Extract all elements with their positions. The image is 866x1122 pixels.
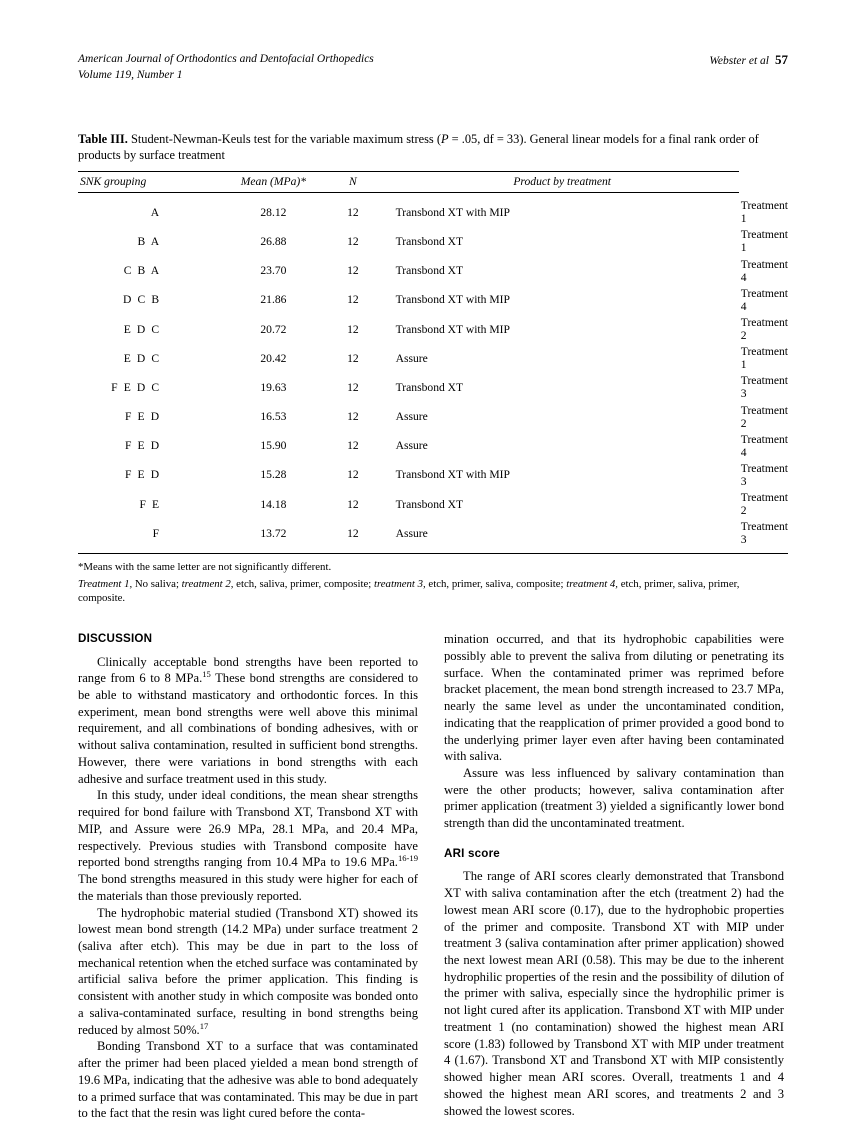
table-row — [78, 314, 788, 343]
cell-snk: F — [152, 526, 161, 540]
table-row — [78, 460, 788, 489]
footnote-t1-label: Treatment 1, — [78, 577, 133, 590]
running-head — [78, 52, 788, 85]
citation-ref: 16-19 — [397, 853, 418, 864]
paragraph-text: Bonding Transbond XT to a surface that was contaminated after the primer had been placed yielded a mean bond strength of 19.6 MPa, indicating that the adhesive was able to bond adequately to a primed surface that was contaminated. This may be due in part to the fact that the resin was light cured before the conta- — [78, 1039, 418, 1121]
table-header-row — [78, 171, 788, 192]
footnote-t4-text: etch, primer, saliva, primer, composite. — [78, 577, 740, 604]
footnote-t2-label: treatment 2, — [181, 577, 234, 590]
table-row — [78, 344, 788, 373]
cell-product: Transbond XT with MIP — [395, 293, 510, 307]
footnote-star: *Means with the same letter are not significantly different. — [78, 561, 332, 574]
body-columns — [78, 631, 788, 1122]
footnote-treatments — [78, 578, 739, 604]
cell-treatment: Treatment 1 — [740, 345, 788, 372]
table-block — [78, 131, 788, 605]
table-footnotes — [78, 560, 788, 605]
cell-n: 12 — [347, 497, 359, 511]
table-row — [78, 431, 788, 460]
paragraph — [78, 1038, 418, 1122]
snk-table — [78, 171, 788, 554]
cell-snk: F E — [139, 497, 161, 511]
cell-treatment: Treatment 4 — [740, 432, 788, 459]
volume-issue: Volume 119, Number 1 — [78, 68, 183, 81]
cell-product: Assure — [395, 410, 428, 424]
paragraph — [78, 905, 418, 1039]
paragraph: Assure was less influenced by salivary contamination than were the other products; however, saliva contamination after primer application (treatment 3) yielded a significantly lower bond strength than did the uncontaminated treatment. — [444, 765, 784, 831]
cell-mean: 14.18 — [260, 497, 287, 511]
paragraph-text-cont: The bond strengths measured in this study were higher for each of the materials than those previously reported. — [78, 872, 418, 903]
table-bottom-rule — [78, 553, 788, 554]
cell-mean: 13.72 — [260, 526, 287, 540]
cell-treatment: Treatment 4 — [740, 257, 788, 284]
table-row — [78, 490, 788, 519]
header-snk-grouping: SNK grouping — [78, 171, 227, 192]
cell-product: Transbond XT — [395, 234, 464, 248]
cell-product: Transbond XT — [395, 380, 464, 394]
cell-snk: B A — [137, 234, 161, 248]
paragraph-text: Clinically acceptable bond strengths have been reported to range from 6 to 8 MPa. — [78, 654, 418, 686]
cell-treatment: Treatment 1 — [740, 199, 788, 226]
cell-n: 12 — [347, 206, 359, 220]
table-row — [78, 519, 788, 554]
cell-treatment: Treatment 1 — [740, 228, 788, 255]
table-row — [78, 256, 788, 285]
cell-treatment: Treatment 3 — [740, 520, 788, 547]
footnote-t3-label: treatment 3, — [373, 577, 426, 590]
cell-product: Assure — [395, 526, 428, 540]
discussion-heading: DISCUSSION — [78, 632, 153, 646]
header-mean: Mean (MPa)* — [227, 171, 320, 192]
cell-treatment: Treatment 4 — [740, 286, 788, 313]
footnote-t1-text: No saliva; — [132, 577, 182, 590]
cell-product: Transbond XT — [395, 497, 464, 511]
cell-n: 12 — [347, 468, 359, 482]
cell-snk: F E D — [124, 468, 161, 482]
running-head-right — [709, 52, 788, 68]
cell-treatment: Treatment 3 — [740, 374, 788, 401]
cell-snk: E D C — [123, 322, 161, 336]
cell-mean: 28.12 — [260, 206, 287, 220]
cell-n: 12 — [347, 410, 359, 424]
footnote-t3-text: etch, primer, saliva, composite; — [425, 577, 567, 590]
cell-product: Transbond XT with MIP — [395, 206, 510, 220]
cell-mean: 20.42 — [260, 351, 287, 365]
cell-n: 12 — [347, 322, 359, 336]
cell-n: 12 — [347, 234, 359, 248]
table-caption-p-symbol: P — [440, 132, 449, 147]
cell-n: 12 — [347, 439, 359, 453]
column-left — [78, 631, 418, 1122]
cell-n: 12 — [347, 526, 359, 540]
paragraph-text: In this study, under ideal conditions, the mean shear strengths required for bond failure with Transbond XT, Transbond XT with MIP, and Assure were 26.9 MPa, 28.1 MPa, and 20.4 MPa, respectively. Previous studies with Transbond composite have reported bond strengths ranging from 10.4 MPa to 19.6 MPa. — [78, 788, 418, 870]
table-caption-part2: = .05, df = 33). General linear models for a final rank order of products by surface treatment — [78, 132, 759, 163]
paragraph-text: The hydrophobic material studied (Transbond XT) showed its lowest mean bond strength (14.2 MPa) under surface treatment 2 (saliva after etch). This may be due in part to the loss of mechanical retention when the etched surface was contaminated by artificial saliva before the primer application. This finding is consistent with another study in which composite was bonded onto a saliva-contaminated surface, resulting in bond strengths being reduced by almost 50%. — [78, 905, 418, 1037]
journal-title: American Journal of Orthodontics and Dentofacial Orthopedics — [78, 53, 374, 65]
cell-mean: 21.86 — [260, 293, 287, 307]
cell-n: 12 — [347, 293, 359, 307]
header-product-by-treatment: Product by treatment — [386, 171, 739, 192]
cell-mean: 16.53 — [260, 410, 287, 424]
paragraph: mination occurred, and that its hydrophobic capabilities were possibly able to prevent the saliva from diluting or penetrating its surface. When the contaminated primer was reprimed before bracket placement, the mean bond strength increased to 23.7 MPa, nearly the same level as under the uncontaminated condition, indicating that the reapplication of primer provided a good bond to the underlying primer layer even after having been contaminated with saliva. — [444, 632, 784, 764]
paragraph — [78, 787, 418, 904]
cell-product: Assure — [395, 439, 428, 453]
page-number: 57 — [775, 52, 788, 67]
footnote-t4-label: treatment 4, — [566, 577, 619, 590]
table-row — [78, 402, 788, 431]
cell-mean: 23.70 — [260, 264, 287, 278]
cell-treatment: Treatment 3 — [740, 461, 788, 488]
ari-score-heading: ARI score — [444, 846, 500, 860]
cell-mean: 15.28 — [260, 468, 287, 482]
paragraph: The range of ARI scores clearly demonstrated that Transbond XT with saliva contamination after the etch (treatment 2) had the lowest mean ARI score (0.17), due to the hydrophobic properties of the primer and composite. Transbond XT with MIP under treatment 3 (saliva contamination after primer application) showed the next lowest mean ARI (0.58). This may be due to the inherent hydrophilic properties of the resin and the possibility of dilution of the primer with saliva, especially since the hydrophilic primer is not light cured after its application. Transbond XT with MIP under treatment 1 (no contamination) showed the highest mean ARI score (1.83) followed by Transbond XT with MIP under treatment 4 (1.67). Transbond XT and Transbond XT with MIP consistently showed higher mean ARI scores. Overall, treatments 1 and 4 showed the highest mean ARI scores, and treatments 2 and 3 showed the lowest scores. — [444, 869, 784, 1118]
citation-ref: 17 — [199, 1020, 209, 1031]
cell-mean: 26.88 — [260, 234, 287, 248]
cell-product: Assure — [395, 351, 428, 365]
table-row — [78, 192, 788, 227]
paragraph-text-cont: These bond strengths are considered to be able to withstand masticatory and orthodontic forces. In this experiment, mean bond strengths were well above this minimal requirement, and all combinations of bonding adhesives, with or without saliva contamination, resulted in sufficient bond strengths. However, there were variations in bond strengths with each adhesive and surface treatment used in this study. — [78, 671, 418, 786]
table-caption — [78, 131, 788, 164]
author-names: Webster et al — [709, 55, 769, 67]
header-n: N — [320, 171, 385, 192]
running-head-left — [78, 52, 374, 83]
cell-mean: 20.72 — [260, 322, 287, 336]
table-body — [78, 192, 788, 553]
cell-treatment: Treatment 2 — [740, 316, 788, 343]
paragraph — [78, 654, 418, 788]
cell-n: 12 — [347, 380, 359, 394]
cell-n: 12 — [347, 351, 359, 365]
cell-snk: F E D — [124, 439, 161, 453]
footnote-t2-text: etch, saliva, primer, composite; — [233, 577, 374, 590]
column-right — [444, 631, 784, 1122]
table-label: Table III. — [78, 132, 128, 147]
cell-snk: E D C — [123, 351, 161, 365]
cell-product: Transbond XT with MIP — [395, 322, 510, 336]
cell-mean: 19.63 — [260, 380, 287, 394]
cell-n: 12 — [347, 264, 359, 278]
cell-snk: F E D — [124, 410, 161, 424]
cell-product: Transbond XT with MIP — [395, 468, 510, 482]
cell-snk: C B A — [123, 264, 161, 278]
table-row — [78, 285, 788, 314]
cell-snk: A — [150, 206, 161, 220]
table-caption-part1: Student-Newman-Keuls test for the variable maximum stress ( — [130, 132, 441, 147]
cell-treatment: Treatment 2 — [740, 491, 788, 518]
table-head — [78, 171, 788, 192]
table-row — [78, 373, 788, 402]
cell-product: Transbond XT — [395, 264, 464, 278]
table-row — [78, 227, 788, 256]
cell-snk: F E D C — [111, 380, 161, 394]
citation-ref: 15 — [202, 669, 211, 680]
cell-snk: D C B — [123, 293, 161, 307]
cell-mean: 15.90 — [260, 439, 287, 453]
cell-treatment: Treatment 2 — [740, 403, 788, 430]
